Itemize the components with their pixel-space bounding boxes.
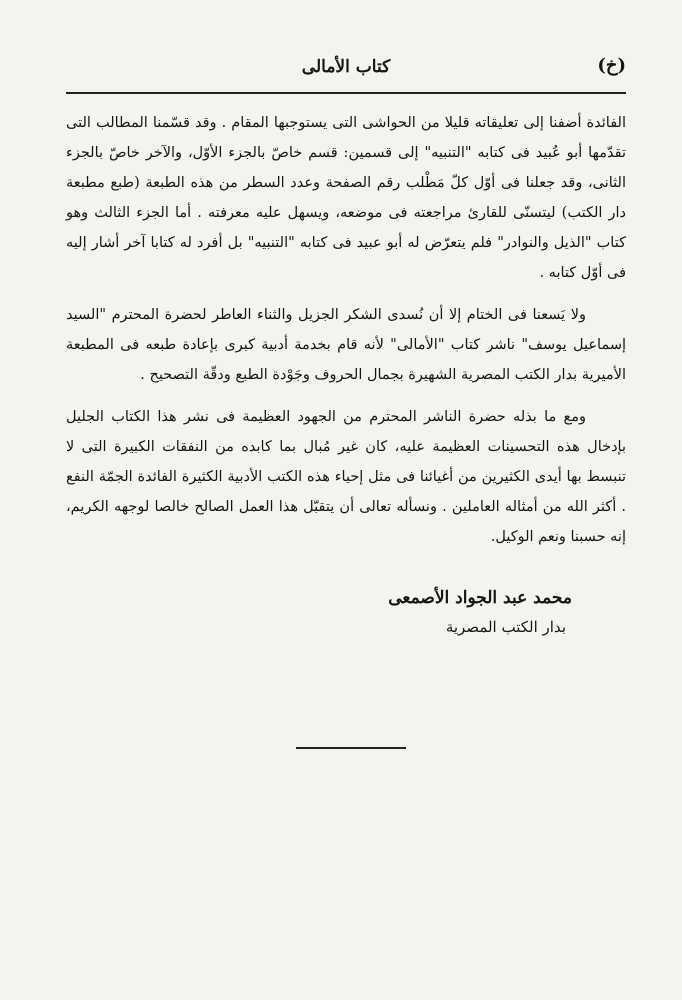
running-title: كتاب الأمالى: [301, 57, 391, 77]
signatory-affiliation: بدار الكتب المصرية: [445, 618, 566, 636]
paragraph-3: ومع ما بذله حضرة الناشر المحترم من الجهود العظيمة فى نشر هذا الكتاب الجليل بإدخال هذه التحسينات العظيمة عليه، كان غير مُبال بما كابده من النفقات الكبيرة التى لا تنبسط بها أيدى الكثيرين من أغيائنا فى مثل إحياء هذه الكتب الأدبية الكثيرة الفائدة الجمّة النفع . أكثر الله من أمثاله العاملين . ونسأله تعالى أن يتقبّل هذا العمل الصالح خالصا لوجهه الكريم، إنه حسبنا ونعم الوكيل.: [66, 409, 626, 545]
signatory-name: محمد عبد الجواد الأصمعى: [388, 588, 572, 608]
header-divider: [66, 92, 626, 94]
end-divider: [296, 747, 406, 749]
paragraph-2: ولا يَسعنا فى الختام إلا أن نُسدى الشكر الجزيل والثناء العاطر لحضرة المحترم "السيد إسماعيل يوسف" ناشر كتاب "الأمالى" لأنه قام بخدمة أدبية كبرى بإعادة طبعه فى المطبعة الأميرية بدار الكتب المصرية الشهيرة بجمال الحروف وجَوْدة الطبع ودقّة التصحيح .: [66, 307, 626, 383]
signature-block: [272, 584, 572, 642]
paragraph-1: الفائدة أضفنا إلى تعليقاته قليلا من الحواشى التى يستوجبها المقام . وقد قسّمنا المطالب التى تقدّمها أبو عُبيد فى كتابه "التنبيه" إلى قسمين: قسم خاصّ بالجزء الأوّل، والآخر خاصّ بالجزء الثانى، وقد جعلنا فى أوّل كلّ مَطْلب رقم الصفحة وعدد السطر من هذه الطبعة (طبع مطبعة دار الكتب) ليتسنّى للقارئ مراجعته فى موضعه، ويسهل عليه معرفته . أما الجزء الثالث وهو كتاب "الذيل والنوادر" فلم يتعرّض له أبو عبيد فى كتابه "التنبيه" بل أفرد له كتابا آخر أشار إليه فى أوّل كتابه .: [66, 115, 626, 281]
body-text: [66, 108, 626, 564]
page-number: (خ): [597, 55, 626, 76]
page-header: [66, 55, 626, 89]
